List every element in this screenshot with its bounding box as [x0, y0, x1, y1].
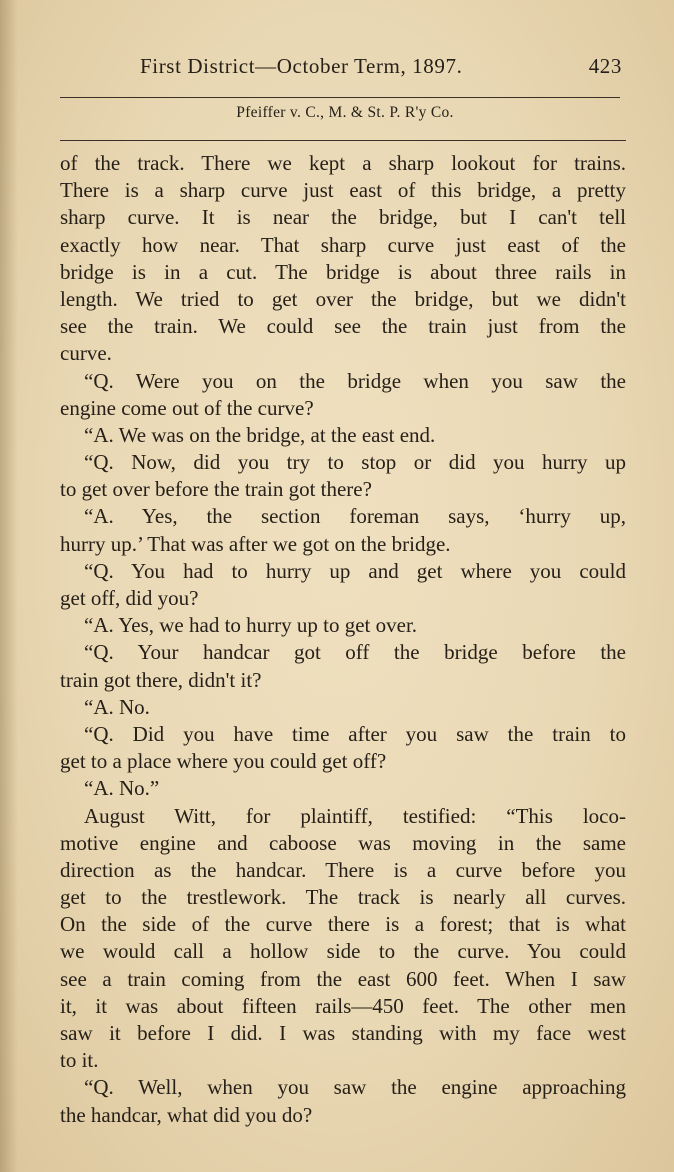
- text-line: train got there, didn't it?: [60, 667, 262, 692]
- text-line: we would call a hollow side to the curve. You could: [60, 939, 626, 964]
- text-line: hurry up.’ That was after we got on the bridge.: [60, 531, 451, 556]
- body-text: [60, 150, 626, 1129]
- header-rule-bottom: [60, 140, 626, 141]
- text-line: “A. No.: [84, 694, 150, 719]
- text-line: length. We tried to get over the bridge, but we didn't: [60, 286, 626, 311]
- text-line: motive engine and caboose was moving in the same: [60, 830, 626, 855]
- text-line: get to the trestlework. The track is nearly all curves.: [60, 885, 626, 910]
- case-title: Pfeiffer v. C., M. & St. P. R'y Co.: [236, 104, 454, 121]
- text-line: curve.: [60, 341, 112, 366]
- header-rule-top: [60, 97, 620, 98]
- text-line: On the side of the curve there is a forest; that is what: [60, 912, 626, 937]
- text-line: the handcar, what did you do?: [60, 1102, 313, 1127]
- text-line: “Q. Now, did you try to stop or did you hurry up: [84, 450, 626, 475]
- text-line: “Q. Did you have time after you saw the train to: [84, 721, 626, 746]
- text-line: to get over before the train got there?: [60, 477, 372, 502]
- text-line: exactly how near. That sharp curve just east of the: [60, 232, 626, 257]
- text-line: get off, did you?: [60, 586, 199, 610]
- text-line: August Witt, for plaintiff, testified: “This loco-: [84, 803, 626, 828]
- text-line: it, it was about fifteen rails—450 feet. The other men: [60, 993, 626, 1018]
- text-line: engine come out of the curve?: [60, 395, 314, 420]
- text-line: sharp curve. It is near the bridge, but I can't tell: [60, 205, 626, 230]
- text-line: “A. Yes, we had to hurry up to get over.: [84, 613, 418, 638]
- text-line: “Q. Your handcar got off the bridge before the: [84, 640, 626, 665]
- page-number: 423: [588, 54, 622, 78]
- text-line: “Q. You had to hurry up and get where you could: [84, 558, 626, 583]
- text-line: “A. No.”: [84, 776, 160, 801]
- page-gutter-shadow: [0, 0, 18, 1172]
- text-line: bridge is in a cut. The bridge is about three rails in: [60, 259, 626, 284]
- text-line: to it.: [60, 1048, 99, 1073]
- text-line: get to a place where you could get off?: [60, 749, 387, 774]
- text-line: “A. We was on the bridge, at the east end.: [84, 422, 436, 447]
- text-line: see a train coming from the east 600 feet. When I saw: [60, 966, 626, 991]
- text-line: saw it before I did. I was standing with my face west: [60, 1021, 626, 1045]
- text-line: There is a sharp curve just east of this bridge, a pretty: [60, 178, 626, 203]
- running-head-title: First District—October Term, 1897.: [140, 54, 463, 78]
- running-head: [140, 54, 626, 82]
- text-line: see the train. We could see the train just from the: [60, 314, 626, 339]
- text-line: “Q. Were you on the bridge when you saw the: [84, 368, 626, 393]
- text-line: of the track. There we kept a sharp lookout for trains.: [60, 151, 626, 175]
- text-line: direction as the handcar. There is a curve before you: [60, 857, 626, 882]
- text-line: “Q. Well, when you saw the engine approaching: [84, 1075, 626, 1100]
- text-line: “A. Yes, the section foreman says, ‘hurry up,: [84, 504, 626, 529]
